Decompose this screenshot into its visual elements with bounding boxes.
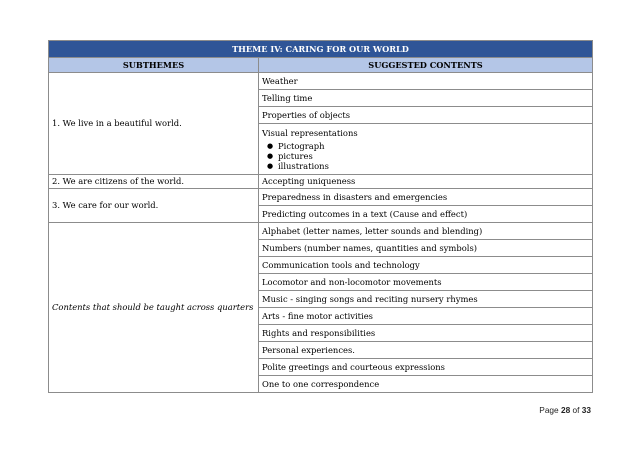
contents-header: SUGGESTED CONTENTS [259,58,593,73]
subthemes-header: SUBTHEMES [49,58,259,73]
content-cell: Preparedness in disasters and emergencies [259,189,593,206]
content-cell: One to one correspondence [259,376,593,393]
content-cell: Polite greetings and courteous expressions [259,359,593,376]
theme-title: THEME IV: CARING FOR OUR WORLD [49,41,593,58]
content-cell: Communication tools and technology [259,257,593,274]
content-cell: Personal experiences. [259,342,593,359]
content-cell: Properties of objects [259,107,593,124]
subtheme-cell-across-quarters: Contents that should be taught across quarters [49,223,259,393]
content-cell: Alphabet (letter names, letter sounds and blending) [259,223,593,240]
content-cell: Weather [259,73,593,90]
themes-table [48,40,593,393]
page-word: Page [539,405,559,415]
content-cell: Numbers (number names, quantities and symbols) [259,240,593,257]
content-cell: Predicting outcomes in a text (Cause and effect) [259,206,593,223]
content-cell: Accepting uniqueness [259,175,593,189]
content-cell: Telling time [259,90,593,107]
of-word: of [572,405,580,415]
content-cell: Locomotor and non-locomotor movements [259,274,593,291]
content-cell: Music - singing songs and reciting nursery rhymes [259,291,593,308]
bullet-item: ● pictures [278,151,589,161]
bullet-list [262,141,589,171]
content-cell: Arts - fine motor activities [259,308,593,325]
total-pages: 33 [581,405,591,415]
subtheme-cell: 3. We care for our world. [49,189,259,223]
current-page: 28 [560,405,571,415]
subtheme-cell: 1. We live in a beautiful world. [49,73,259,175]
bullet-item: ● Pictograph [278,141,589,151]
content-cell: Rights and responsibilities [259,325,593,342]
page-number-footer [539,405,591,415]
content-cell-visual-representations [259,124,593,175]
bullet-item: ● illustrations [278,161,589,171]
content-label: Visual representations [262,127,358,138]
subtheme-cell: 2. We are citizens of the world. [49,175,259,189]
